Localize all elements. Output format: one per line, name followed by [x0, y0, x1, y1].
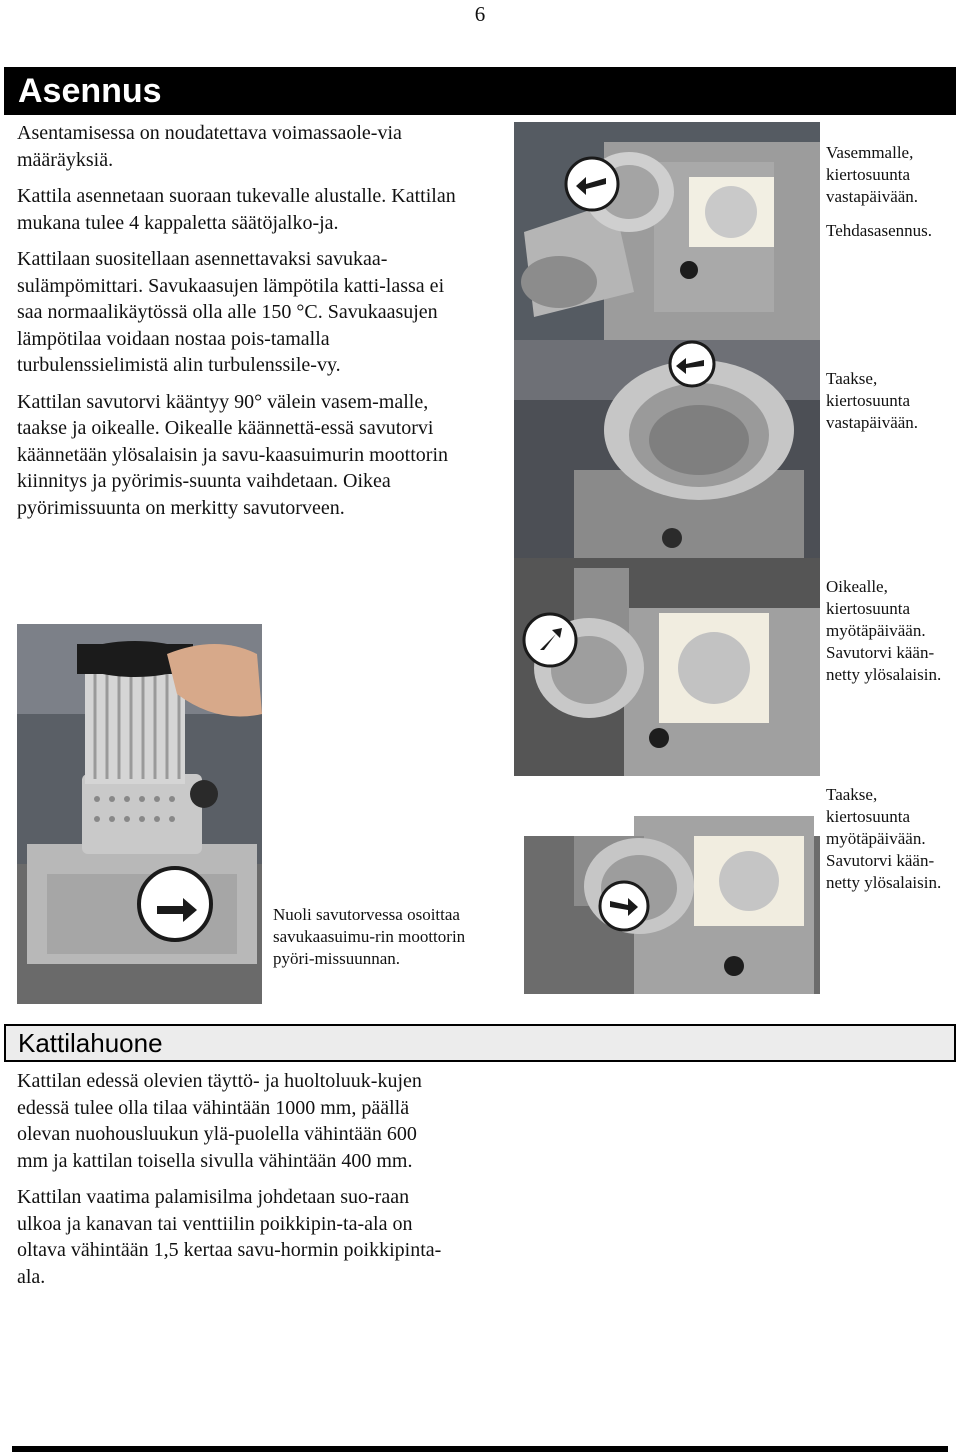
asennus-text: [17, 120, 462, 531]
photo-caption-4: [826, 784, 960, 906]
photo-caption-2: [826, 368, 960, 446]
photo-back-orientation: [514, 340, 820, 558]
motor-photo: [17, 624, 262, 1004]
photo-caption-1: [826, 142, 960, 254]
kattilahuone-paragraph: Kattilan edessä olevien täyttö- ja huoltoluuk-kujen edessä tulee olla tilaa vähintään 1000 mm, päällä olevan nuohousluukun ylä-puolella vähintään 600 mm ja kattilan toisella sivulla vähintään 400 mm.: [17, 1070, 422, 1172]
section-heading-asennus: Asennus: [4, 67, 956, 115]
photo-back-reversed-orientation: [514, 776, 820, 994]
kattilahuone-text: [17, 1068, 447, 1300]
photo-right-orientation: [514, 558, 820, 776]
caption-text: Vasemmalle, kiertosuunta vastapäivään.: [826, 143, 919, 206]
bottom-rule: [12, 1446, 948, 1452]
asennus-paragraph: Asentamisessa on noudatettava voimassaole-via määräyksiä.: [17, 122, 402, 171]
caption-text: Oikealle, kiertosuunta myötäpäivään. Savutorvi kään-netty ylösalaisin.: [826, 577, 942, 684]
motor-caption: Nuoli savutorvessa osoittaa savukaasuimu-rin moottorin pyöri-missuunnan.: [273, 905, 466, 968]
kattilahuone-paragraph: Kattilan vaatima palamisilma johdetaan suo-raan ulkoa ja kanavan tai venttiilin poikkipin-ta-ala on oltava vähintään 1,5 kertaa savu-hormin poikkipinta-ala.: [17, 1186, 442, 1288]
page-number: 6: [474, 2, 486, 26]
caption-note: Tehdasasennus.: [826, 221, 932, 240]
photo-left-orientation: [514, 122, 820, 340]
section-heading-kattilahuone: Kattilahuone: [4, 1024, 956, 1062]
asennus-paragraph: Kattilaan suositellaan asennettavaksi savukaa-sulämpömittari. Savukaasujen lämpötila katti-lassa ei saa normaalikäytössä olla alle 150 °C. Savukaasujen lämpötilaa voidaan nostaa pois-tamalla turbulenssielimistä alin turbulenssile-vy.: [17, 248, 445, 376]
asennus-paragraph: Kattila asennetaan suoraan tukevalle alustalle. Kattilan mukana tulee 4 kappaletta säätöjalko-ja.: [17, 185, 456, 234]
asennus-paragraph: Kattilan savutorvi kääntyy 90° välein vasem-malle, taakse ja oikealle. Oikealle käännettä-essä savutorvi käännetään ylösalaisin ja savu-kaasuimurin moottorin kiinnitys ja pyörimis-suunta vaihdetaan. Oikea pyörimissuunta on merkitty savutorveen.: [17, 390, 448, 519]
caption-text: Taakse, kiertosuunta vastapäivään.: [826, 369, 919, 432]
caption-text: Taakse, kiertosuunta myötäpäivään. Savutorvi kään-netty ylösalaisin.: [826, 785, 942, 892]
photo-caption-3: [826, 576, 960, 698]
